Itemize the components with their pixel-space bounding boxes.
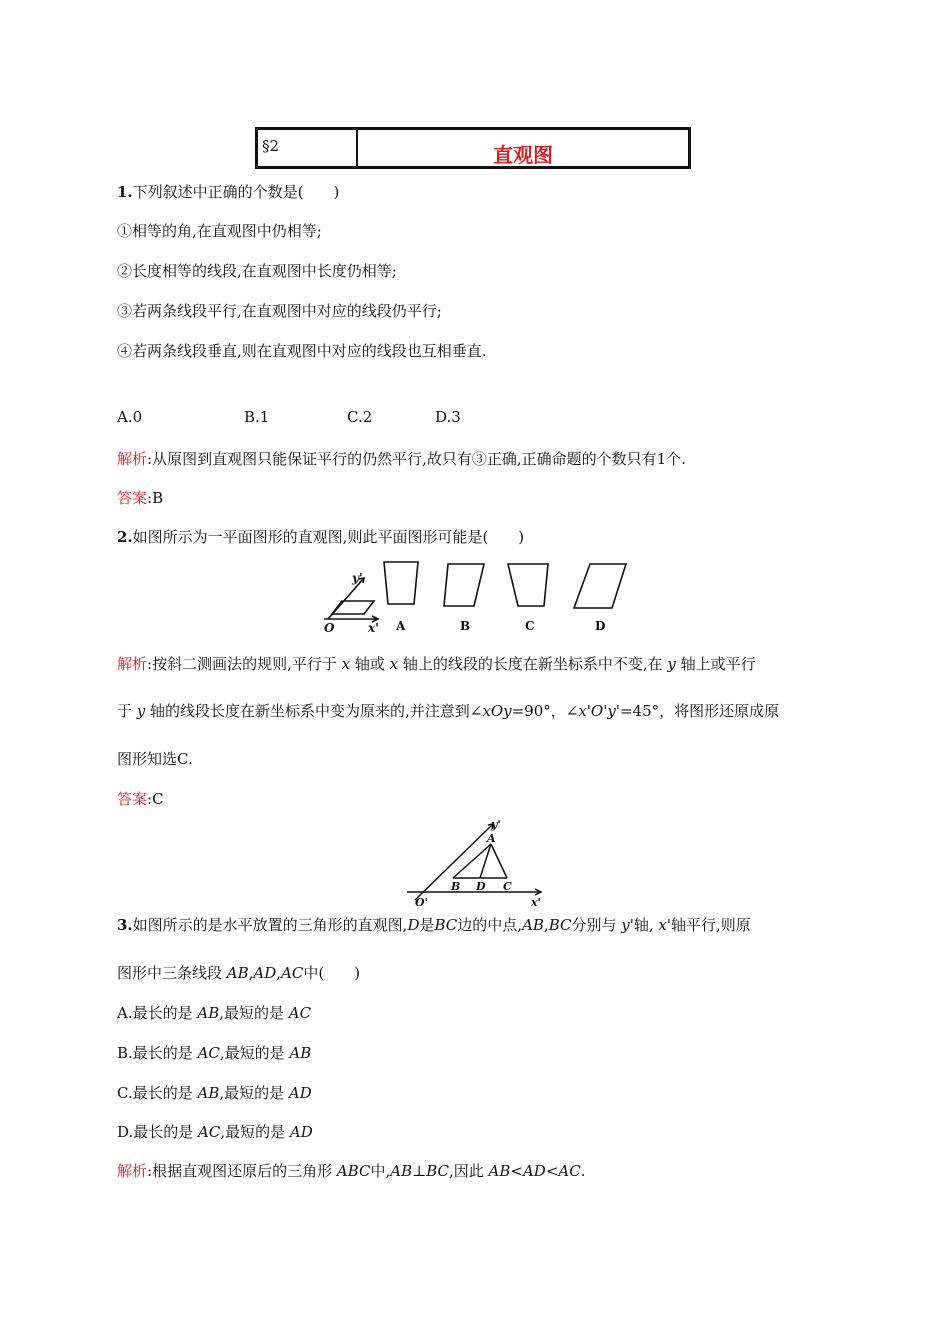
q3-var: AC bbox=[197, 1044, 220, 1062]
q3-var: AB bbox=[390, 1162, 413, 1180]
q3-analysis bbox=[117, 1160, 586, 1181]
q2-shape-d bbox=[574, 564, 626, 608]
section-header bbox=[255, 127, 691, 169]
q2-analysis-text: 轴的线段长度在新坐标系中变为原来的,并注意到∠ bbox=[145, 702, 483, 720]
q3-stem-text: 中( ) bbox=[303, 964, 361, 982]
q1-item-3: ③若两条线段平行,在直观图中对应的线段仍平行; bbox=[117, 302, 442, 320]
q3-label-o: O' bbox=[415, 896, 428, 906]
section-number: §2 bbox=[258, 130, 358, 166]
q3-analysis-text: ⊥ bbox=[412, 1162, 427, 1180]
q3-option-d bbox=[117, 1121, 313, 1142]
q2-shape-a bbox=[384, 562, 418, 604]
q1-option-d: D.3 bbox=[435, 408, 461, 426]
q2-analysis-text: 轴上或平行 bbox=[675, 655, 756, 673]
q2-analysis-text: :按斜二测画法的规则,平行于 bbox=[147, 655, 342, 673]
q2-shape-b bbox=[444, 564, 484, 606]
q2-var-y: y bbox=[136, 702, 146, 720]
q2-label-c: C bbox=[525, 619, 535, 633]
q2-analysis-text: 轴或 bbox=[350, 655, 390, 673]
q3-var: AB bbox=[226, 964, 249, 982]
q2-var-y: y bbox=[667, 655, 676, 673]
q3-number: 3. bbox=[117, 916, 133, 934]
q1-analysis bbox=[117, 448, 686, 469]
q3-option-text: ,最短的是 bbox=[219, 1084, 289, 1102]
q3-var: AC bbox=[198, 1123, 221, 1141]
q3-option-text: ,最短的是 bbox=[219, 1004, 289, 1022]
q3-stem-text: 图形中三条线段 bbox=[117, 964, 227, 982]
q3-var: AB bbox=[522, 916, 544, 934]
q3-analysis-text: :根据直观图还原后的三角形 bbox=[147, 1162, 337, 1180]
q2-analysis-text: =90°，∠ bbox=[511, 702, 579, 720]
q3-figure bbox=[405, 818, 550, 906]
q3-var: ABC bbox=[336, 1162, 371, 1180]
q2-angle-xoy: xOy bbox=[482, 702, 512, 720]
q2-shape-c bbox=[508, 564, 548, 606]
q3-var: x' bbox=[658, 916, 672, 934]
q3-var: BC bbox=[426, 1162, 449, 1180]
q1-answer-text: :B bbox=[147, 489, 164, 507]
q2-label-a: A bbox=[396, 619, 406, 633]
q3-stem-text: 是 bbox=[419, 916, 435, 934]
q3-segment-ac bbox=[491, 844, 507, 878]
q2-label-y: y' bbox=[352, 571, 363, 585]
q2-analysis-text: 轴上的线段的长度在新坐标系中不变,在 bbox=[398, 655, 668, 673]
q3-option-a bbox=[117, 1002, 311, 1023]
q1-analysis-text: :从原图到直观图只能保证平行的仍然平行,故只有③正确,正确命题的个数只有1个. bbox=[147, 450, 686, 468]
q1-answer-label: 答案 bbox=[117, 489, 148, 507]
q2-var-x: x bbox=[341, 655, 351, 673]
q2-answer-label: 答案 bbox=[117, 790, 148, 808]
q2-answer-text: :C bbox=[147, 790, 164, 808]
q3-label-c: C bbox=[503, 880, 512, 893]
q3-var: BC bbox=[434, 916, 458, 934]
q3-label-b: B bbox=[451, 880, 461, 893]
q1-stem bbox=[117, 181, 339, 202]
q2-analysis-line-2 bbox=[117, 700, 779, 721]
q3-label-x: x' bbox=[531, 896, 541, 906]
q3-option-text: B.最长的是 bbox=[117, 1044, 198, 1062]
q2-analysis-line-1 bbox=[117, 653, 756, 674]
q1-option-b: B.1 bbox=[244, 408, 270, 426]
q3-var: AB bbox=[289, 1044, 312, 1062]
q3-var: AB bbox=[197, 1084, 220, 1102]
q2-answer bbox=[117, 788, 164, 809]
q3-stem-text: 轴, bbox=[633, 916, 659, 934]
q2-stem bbox=[117, 526, 524, 547]
q1-stem-text: 下列叙述中正确的个数是( ) bbox=[132, 183, 340, 201]
q3-var: AD bbox=[253, 964, 277, 982]
q3-var: AB<AD<AC bbox=[488, 1162, 581, 1180]
q3-option-text: ,最短的是 bbox=[219, 1044, 290, 1062]
q3-option-text: C.最长的是 bbox=[117, 1084, 198, 1102]
q1-option-a: A.0 bbox=[117, 408, 143, 426]
q1-analysis-label: 解析 bbox=[117, 450, 148, 468]
q1-answer bbox=[117, 487, 163, 508]
q3-var: AB bbox=[197, 1004, 220, 1022]
q3-stem-text: 轴平行,则原 bbox=[671, 916, 751, 934]
q3-var: AC bbox=[281, 964, 304, 982]
q3-var: AC bbox=[288, 1004, 312, 1022]
q3-option-text: ,最短的是 bbox=[220, 1123, 290, 1141]
q2-figure bbox=[320, 558, 640, 636]
q2-stem-text: 如图所示为一平面图形的直观图,则此平面图形可能是( ) bbox=[132, 528, 525, 546]
q3-var: y' bbox=[621, 916, 634, 934]
q2-analysis-text: 于 bbox=[117, 702, 137, 720]
q3-analysis-text: . bbox=[580, 1162, 586, 1180]
q2-label-x: x' bbox=[368, 621, 379, 635]
q3-analysis-text: 中, bbox=[370, 1162, 391, 1180]
q2-label-o: O bbox=[324, 621, 335, 635]
q3-var: AD bbox=[288, 1084, 312, 1102]
q3-label-d: D bbox=[476, 880, 486, 893]
q3-stem-text: 边的中点, bbox=[457, 916, 523, 934]
q1-item-4: ④若两条线段垂直,则在直观图中对应的线段也互相垂直. bbox=[117, 342, 487, 360]
q2-var-x: x bbox=[389, 655, 399, 673]
q3-option-text: A.最长的是 bbox=[117, 1004, 198, 1022]
q3-label-y: y' bbox=[491, 818, 501, 831]
q1-number: 1. bbox=[117, 183, 133, 201]
q3-stem-text: , bbox=[276, 964, 282, 982]
q2-label-b: B bbox=[460, 619, 471, 633]
q3-analysis-label: 解析 bbox=[117, 1162, 148, 1180]
q3-var: D bbox=[407, 916, 420, 934]
section-title: 直观图 bbox=[493, 143, 553, 167]
q2-analysis-text: =45°，将图形还原成原 bbox=[619, 702, 780, 720]
q1-item-1: ①相等的角,在直观图中仍相等; bbox=[117, 222, 322, 240]
q1-item-2: ②长度相等的线段,在直观图中长度仍相等; bbox=[117, 262, 397, 280]
q3-option-text: D.最长的是 bbox=[117, 1123, 199, 1141]
q2-number: 2. bbox=[117, 528, 133, 546]
q3-stem-text: , bbox=[543, 916, 549, 934]
q3-stem-text: 如图所示的是水平放置的三角形的直观图, bbox=[132, 916, 408, 934]
q3-analysis-text: ,因此 bbox=[449, 1162, 489, 1180]
q1-option-c: C.2 bbox=[347, 408, 373, 426]
q3-label-a: A bbox=[487, 832, 496, 845]
q2-analysis-label: 解析 bbox=[117, 655, 148, 673]
q3-option-b bbox=[117, 1042, 311, 1063]
q2-angle-xoy-prime: x'O'y' bbox=[578, 702, 620, 720]
q3-stem-text: 分别与 bbox=[571, 916, 622, 934]
q2-label-d: D bbox=[595, 619, 606, 633]
q3-stem-line-1 bbox=[117, 914, 751, 935]
q3-var: AD bbox=[289, 1123, 313, 1141]
q2-analysis-line-3: 图形知选C. bbox=[117, 750, 193, 768]
q3-stem-line-2 bbox=[117, 962, 360, 983]
q3-option-c bbox=[117, 1082, 312, 1103]
q3-stem-text: , bbox=[248, 964, 254, 982]
q3-var: BC bbox=[548, 916, 572, 934]
